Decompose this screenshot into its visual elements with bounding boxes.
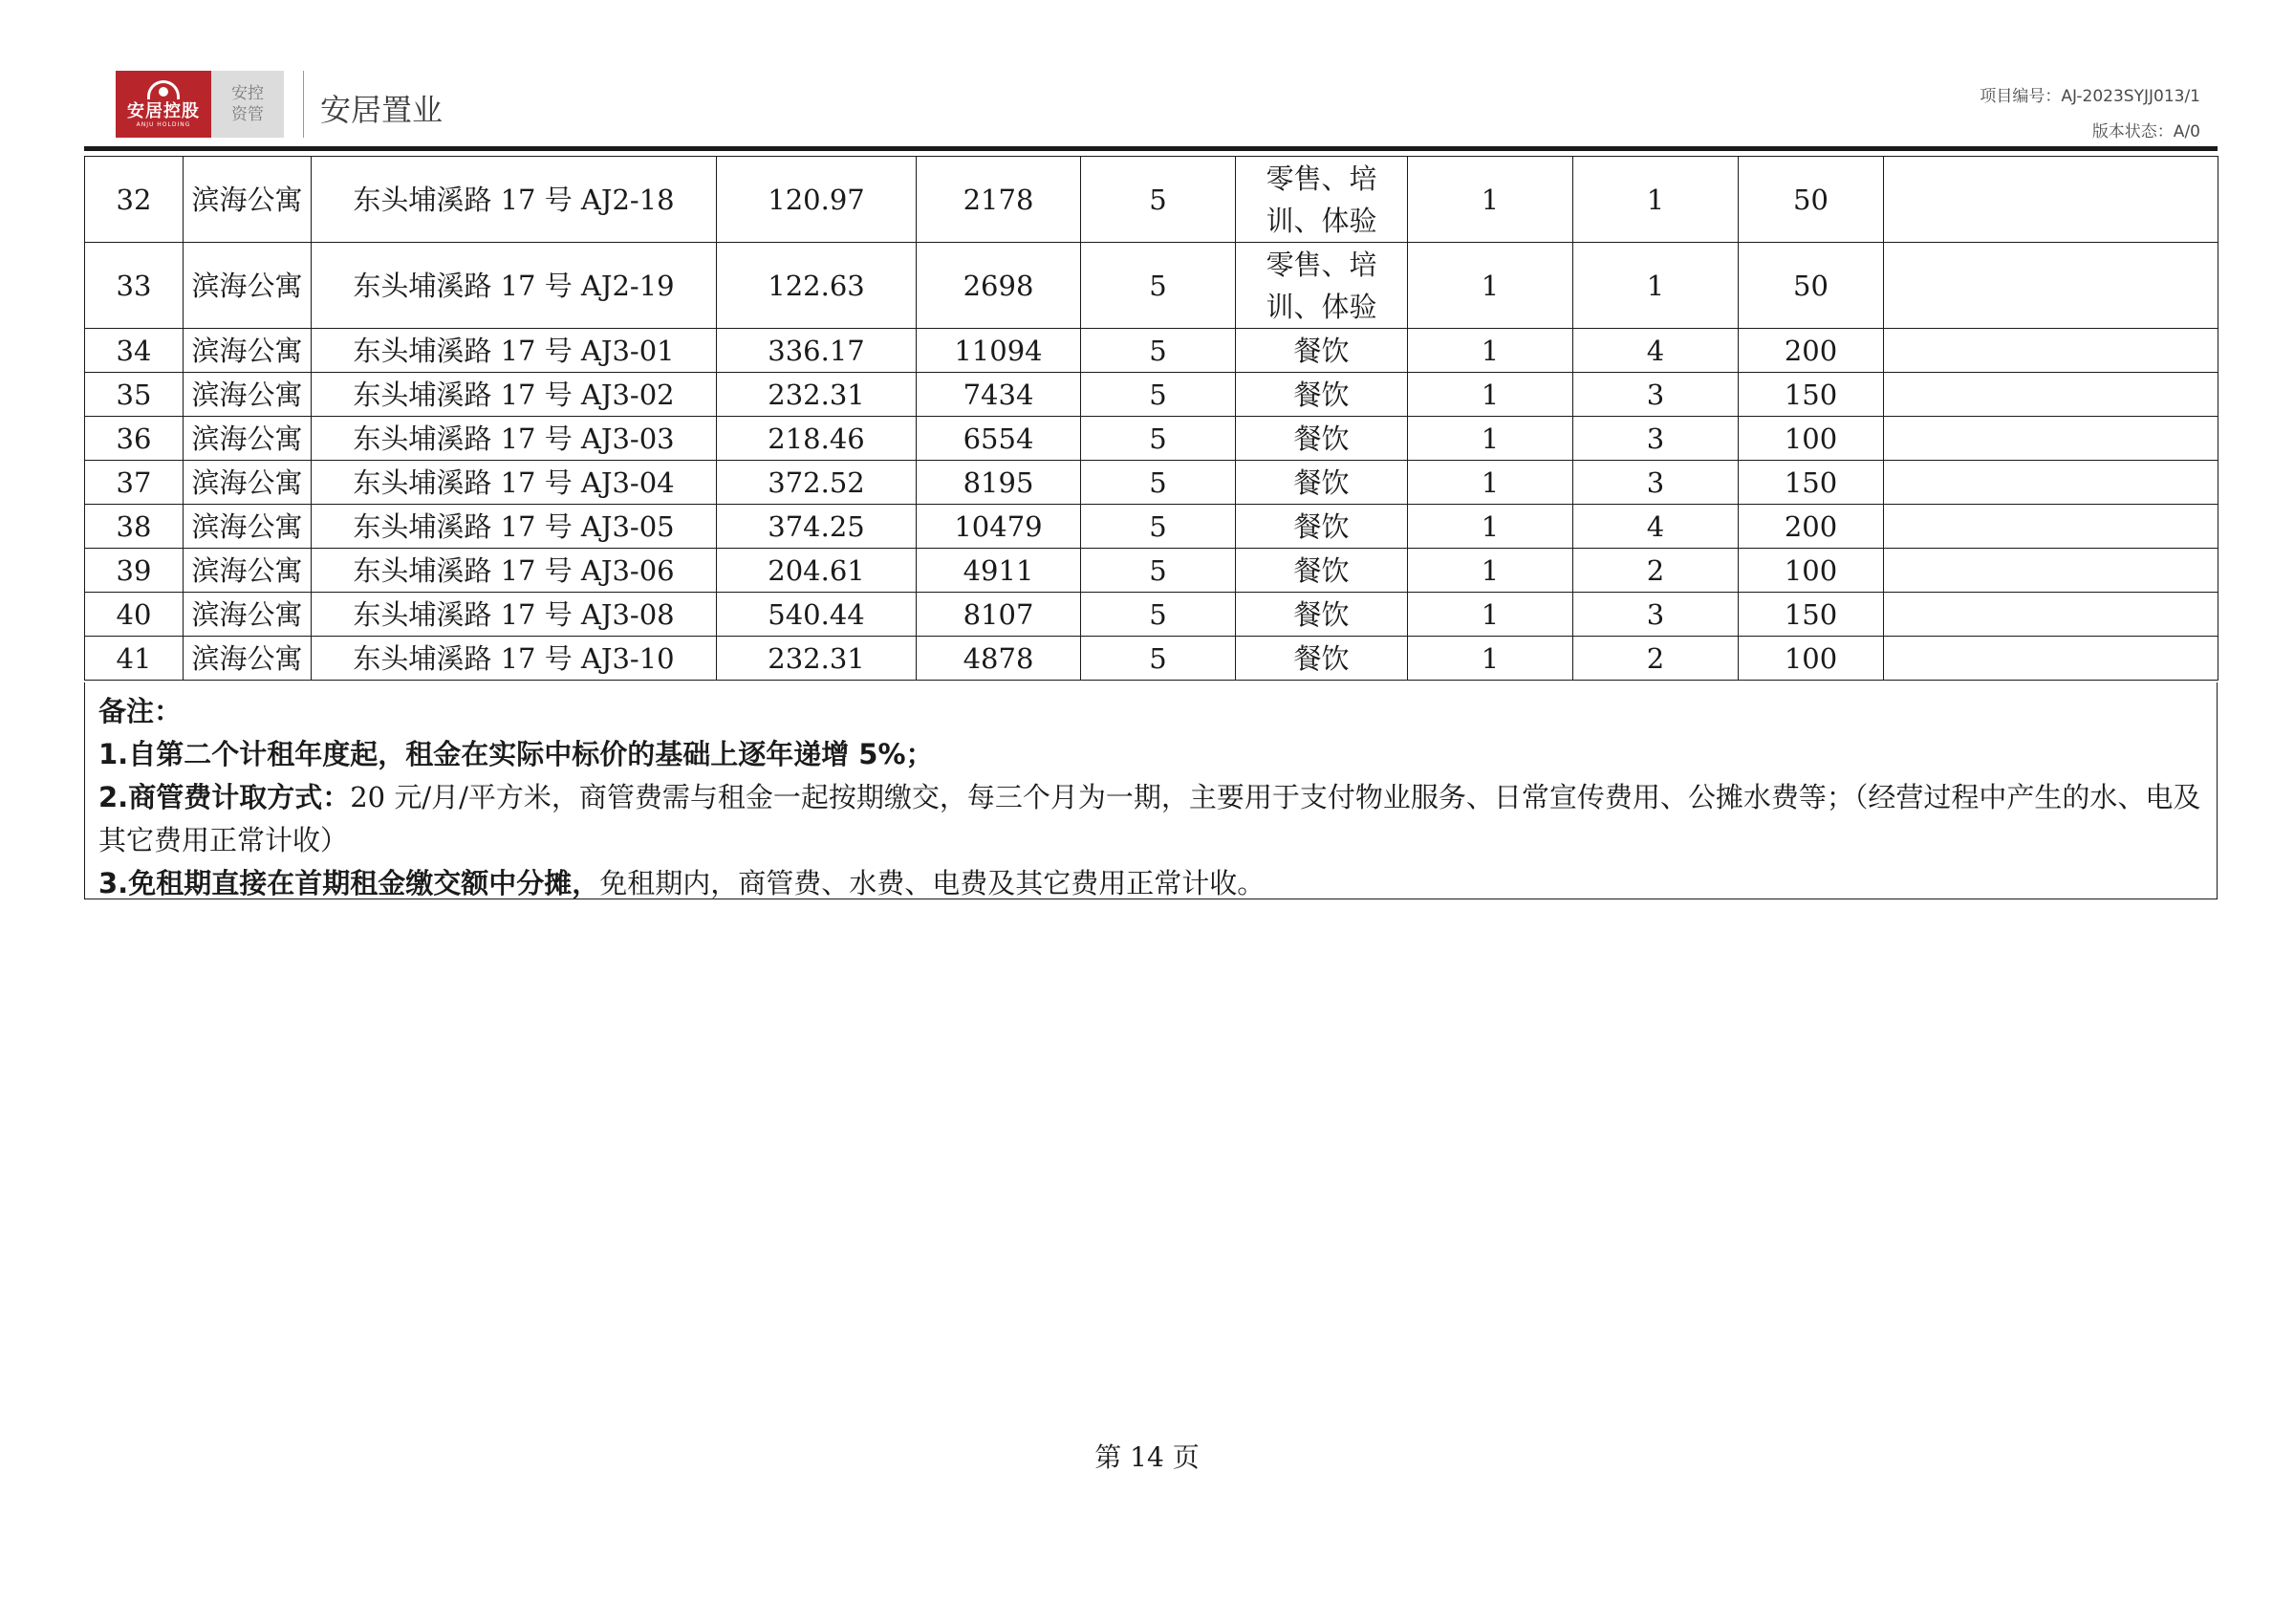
cell-address: 东头埔溪路 17 号 AJ3-05 bbox=[312, 505, 717, 549]
cell-c2: 2 bbox=[1573, 637, 1739, 681]
cell-address: 东头埔溪路 17 号 AJ3-02 bbox=[312, 373, 717, 417]
cell-no: 32 bbox=[85, 157, 184, 243]
cell-name: 滨海公寓 bbox=[184, 417, 312, 461]
cell-price: 8107 bbox=[917, 593, 1081, 637]
cell-address: 东头埔溪路 17 号 AJ3-01 bbox=[312, 329, 717, 373]
cell-c3: 100 bbox=[1739, 417, 1884, 461]
cell-price: 2178 bbox=[917, 157, 1081, 243]
cell-years: 5 bbox=[1081, 637, 1236, 681]
cell-address: 东头埔溪路 17 号 AJ2-19 bbox=[312, 243, 717, 329]
cell-years: 5 bbox=[1081, 157, 1236, 243]
cell-c1: 1 bbox=[1408, 549, 1573, 593]
cell-use: 零售、培训、体验 bbox=[1236, 243, 1408, 329]
cell-c3: 100 bbox=[1739, 637, 1884, 681]
cell-c2: 1 bbox=[1573, 243, 1739, 329]
cell-c2: 2 bbox=[1573, 549, 1739, 593]
cell-no: 35 bbox=[85, 373, 184, 417]
cell-remark bbox=[1884, 243, 2218, 329]
cell-no: 34 bbox=[85, 329, 184, 373]
logo-en-text: ANJU HOLDING bbox=[136, 121, 191, 128]
cell-name: 滨海公寓 bbox=[184, 461, 312, 505]
cell-use: 餐饮 bbox=[1236, 461, 1408, 505]
cell-years: 5 bbox=[1081, 549, 1236, 593]
cell-use: 餐饮 bbox=[1236, 549, 1408, 593]
cell-address: 东头埔溪路 17 号 AJ3-06 bbox=[312, 549, 717, 593]
cell-price: 10479 bbox=[917, 505, 1081, 549]
cell-remark bbox=[1884, 157, 2218, 243]
cell-remark bbox=[1884, 417, 2218, 461]
cell-name: 滨海公寓 bbox=[184, 329, 312, 373]
cell-c2: 3 bbox=[1573, 461, 1739, 505]
project-number: 项目编号：AJ-2023SYJJ013/1 bbox=[1980, 87, 2200, 106]
cell-address: 东头埔溪路 17 号 AJ2-18 bbox=[312, 157, 717, 243]
house-icon bbox=[147, 80, 180, 99]
table-row bbox=[85, 549, 2218, 593]
cell-c2: 3 bbox=[1573, 417, 1739, 461]
cell-c1: 1 bbox=[1408, 329, 1573, 373]
cell-c1: 1 bbox=[1408, 505, 1573, 549]
notes-title: 备注： bbox=[98, 695, 183, 727]
cell-area: 540.44 bbox=[717, 593, 917, 637]
note-1: 1.自第二个计租年度起，租金在实际中标价的基础上逐年递增 5%； bbox=[98, 738, 934, 770]
cell-price: 8195 bbox=[917, 461, 1081, 505]
cell-area: 336.17 bbox=[717, 329, 917, 373]
cell-price: 2698 bbox=[917, 243, 1081, 329]
cell-name: 滨海公寓 bbox=[184, 593, 312, 637]
cell-use: 餐饮 bbox=[1236, 505, 1408, 549]
table-row bbox=[85, 417, 2218, 461]
table-row bbox=[85, 157, 2218, 243]
cell-price: 4878 bbox=[917, 637, 1081, 681]
cell-area: 232.31 bbox=[717, 637, 917, 681]
cell-c2: 3 bbox=[1573, 373, 1739, 417]
cell-use: 餐饮 bbox=[1236, 417, 1408, 461]
cell-address: 东头埔溪路 17 号 AJ3-10 bbox=[312, 637, 717, 681]
cell-name: 滨海公寓 bbox=[184, 157, 312, 243]
cell-years: 5 bbox=[1081, 243, 1236, 329]
cell-c2: 4 bbox=[1573, 505, 1739, 549]
header-divider bbox=[303, 71, 304, 138]
cell-area: 374.25 bbox=[717, 505, 917, 549]
cell-c3: 150 bbox=[1739, 593, 1884, 637]
cell-no: 37 bbox=[85, 461, 184, 505]
table-row bbox=[85, 329, 2218, 373]
cell-c1: 1 bbox=[1408, 637, 1573, 681]
cell-c1: 1 bbox=[1408, 417, 1573, 461]
cell-remark bbox=[1884, 373, 2218, 417]
cell-years: 5 bbox=[1081, 505, 1236, 549]
cell-name: 滨海公寓 bbox=[184, 243, 312, 329]
cell-c1: 1 bbox=[1408, 157, 1573, 243]
cell-use: 零售、培训、体验 bbox=[1236, 157, 1408, 243]
cell-no: 39 bbox=[85, 549, 184, 593]
cell-remark bbox=[1884, 329, 2218, 373]
note-2: 2.商管费计取方式：20 元/月/平方米，商管费需与租金一起按期缴交，每三个月为一期，主要用于支付物业服务、日常宣传费用、公摊水费等；（经营过程中产生的水、电及其它费用正常计收） bbox=[98, 781, 2201, 856]
cell-remark bbox=[1884, 637, 2218, 681]
cell-name: 滨海公寓 bbox=[184, 505, 312, 549]
company-name: 安居置业 bbox=[320, 92, 444, 128]
cell-address: 东头埔溪路 17 号 AJ3-08 bbox=[312, 593, 717, 637]
cell-name: 滨海公寓 bbox=[184, 637, 312, 681]
logo-cn-text: 安居控股 bbox=[127, 101, 200, 121]
cell-c3: 200 bbox=[1739, 505, 1884, 549]
cell-price: 11094 bbox=[917, 329, 1081, 373]
cell-area: 218.46 bbox=[717, 417, 917, 461]
cell-remark bbox=[1884, 593, 2218, 637]
table-row bbox=[85, 637, 2218, 681]
cell-name: 滨海公寓 bbox=[184, 373, 312, 417]
notes-section bbox=[84, 682, 2218, 899]
sub-brand-logo bbox=[211, 71, 284, 138]
cell-use: 餐饮 bbox=[1236, 373, 1408, 417]
cell-price: 7434 bbox=[917, 373, 1081, 417]
cell-c2: 4 bbox=[1573, 329, 1739, 373]
rental-table bbox=[84, 156, 2218, 681]
cell-price: 6554 bbox=[917, 417, 1081, 461]
cell-area: 204.61 bbox=[717, 549, 917, 593]
sub-logo-line2: 资管 bbox=[231, 105, 264, 124]
version-status: 版本状态：A/0 bbox=[2091, 122, 2200, 141]
table-row bbox=[85, 593, 2218, 637]
sub-logo-line1: 安控 bbox=[231, 84, 264, 103]
cell-c3: 100 bbox=[1739, 549, 1884, 593]
cell-remark bbox=[1884, 505, 2218, 549]
cell-no: 33 bbox=[85, 243, 184, 329]
cell-no: 41 bbox=[85, 637, 184, 681]
cell-no: 38 bbox=[85, 505, 184, 549]
cell-name: 滨海公寓 bbox=[184, 549, 312, 593]
cell-no: 36 bbox=[85, 417, 184, 461]
cell-c1: 1 bbox=[1408, 593, 1573, 637]
cell-c1: 1 bbox=[1408, 461, 1573, 505]
cell-area: 122.63 bbox=[717, 243, 917, 329]
table-row bbox=[85, 373, 2218, 417]
table-row bbox=[85, 243, 2218, 329]
cell-remark bbox=[1884, 549, 2218, 593]
cell-area: 372.52 bbox=[717, 461, 917, 505]
cell-price: 4911 bbox=[917, 549, 1081, 593]
cell-address: 东头埔溪路 17 号 AJ3-03 bbox=[312, 417, 717, 461]
cell-c3: 200 bbox=[1739, 329, 1884, 373]
cell-years: 5 bbox=[1081, 417, 1236, 461]
cell-no: 40 bbox=[85, 593, 184, 637]
cell-address: 东头埔溪路 17 号 AJ3-04 bbox=[312, 461, 717, 505]
cell-c3: 150 bbox=[1739, 461, 1884, 505]
cell-years: 5 bbox=[1081, 461, 1236, 505]
anju-holding-logo bbox=[116, 71, 211, 138]
cell-c1: 1 bbox=[1408, 243, 1573, 329]
cell-area: 120.97 bbox=[717, 157, 917, 243]
cell-c3: 50 bbox=[1739, 243, 1884, 329]
table-row bbox=[85, 461, 2218, 505]
note-3: 3.免租期直接在首期租金缴交额中分摊，免租期内，商管费、水费、电费及其它费用正常计收。 bbox=[98, 867, 1266, 899]
cell-c3: 50 bbox=[1739, 157, 1884, 243]
cell-remark bbox=[1884, 461, 2218, 505]
page-number: 第 14 页 bbox=[1094, 1441, 1200, 1473]
cell-c2: 1 bbox=[1573, 157, 1739, 243]
cell-years: 5 bbox=[1081, 593, 1236, 637]
cell-use: 餐饮 bbox=[1236, 637, 1408, 681]
cell-use: 餐饮 bbox=[1236, 593, 1408, 637]
cell-area: 232.31 bbox=[717, 373, 917, 417]
cell-c3: 150 bbox=[1739, 373, 1884, 417]
header-rule bbox=[84, 146, 2218, 151]
cell-c1: 1 bbox=[1408, 373, 1573, 417]
cell-years: 5 bbox=[1081, 329, 1236, 373]
cell-use: 餐饮 bbox=[1236, 329, 1408, 373]
cell-years: 5 bbox=[1081, 373, 1236, 417]
table-row bbox=[85, 505, 2218, 549]
cell-c2: 3 bbox=[1573, 593, 1739, 637]
